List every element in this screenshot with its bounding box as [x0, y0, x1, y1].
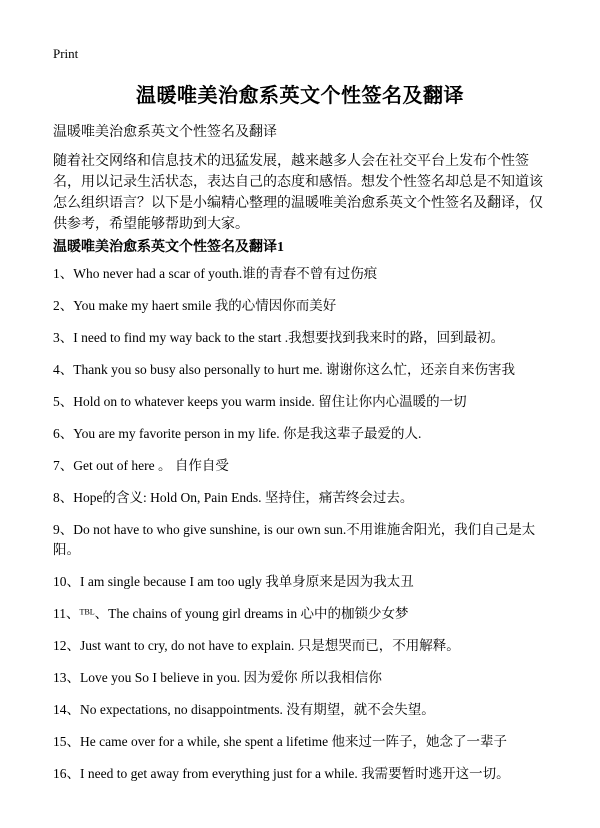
- list-item: 13、Love you So I believe in you. 因为爱你 所以我相信你: [53, 670, 382, 685]
- intro-paragraph: 随着社交网络和信息技术的迅猛发展，越来越多人会在社交平台上发布个性签名，用以记录生活状态，表达自己的态度和感悟。想发个性签名却总是不知道该怎么组织语言？以下是小编精心整理的温暖唯美治愈系英文个性签名及翻译，仅供参考，希望能够帮助到大家。: [53, 154, 543, 232]
- list-item: 5、Hold on to whatever keeps you warm inside. 留住让你内心温暖的一切: [53, 394, 467, 409]
- print-link[interactable]: Print: [53, 46, 79, 61]
- list-item: 6、You are my favorite person in my life. 你是我这辈子最爱的人.: [53, 426, 422, 441]
- list-item: 1、Who never had a scar of youth.谁的青春不曾有过伤痕: [53, 266, 378, 281]
- list-item: 9、Do not have to who give sunshine, is our own sun.不用谁施舍阳光，我们自己是太阳。: [53, 522, 536, 557]
- list-item: 3、I need to find my way back to the start .我想要找到我来时的路，回到最初。: [53, 330, 505, 345]
- list-item: 14、No expectations, no disappointments. 没有期望，就不会失望。: [53, 702, 435, 717]
- section-heading: 温暖唯美治愈系英文个性签名及翻译1: [53, 240, 284, 255]
- list-item: 8、Hope的含义: Hold On, Pain Ends. 坚持住，痛苦终会过去。: [53, 490, 414, 505]
- page-title: 温暖唯美治愈系英文个性签名及翻译: [136, 85, 464, 107]
- list-item: 11、ᵀᴮᴸ、The chains of young girl dreams in 心中的枷锁少女梦: [53, 606, 409, 621]
- list-item: 16、I need to get away from everything just for a while. 我需要暂时逃开这一切。: [53, 766, 510, 781]
- list-item: 2、You make my haert smile 我的心情因你而美好: [53, 298, 337, 313]
- list-item: 15、He came over for a while, she spent a lifetime 他来过一阵子，她念了一辈子: [53, 734, 508, 749]
- list-item: 7、Get out of here 。 自作自受: [53, 458, 229, 473]
- list-item: 12、Just want to cry, do not have to explain. 只是想哭而已，不用解释。: [53, 638, 460, 653]
- subtitle: 温暖唯美治愈系英文个性签名及翻译: [53, 125, 277, 140]
- list-item: 4、Thank you so busy also personally to hurt me. 谢谢你这么忙，还亲自来伤害我: [53, 362, 515, 377]
- signature-list: [53, 264, 553, 784]
- list-item: 10、I am single because I am too ugly 我单身原来是因为我太丑: [53, 574, 414, 589]
